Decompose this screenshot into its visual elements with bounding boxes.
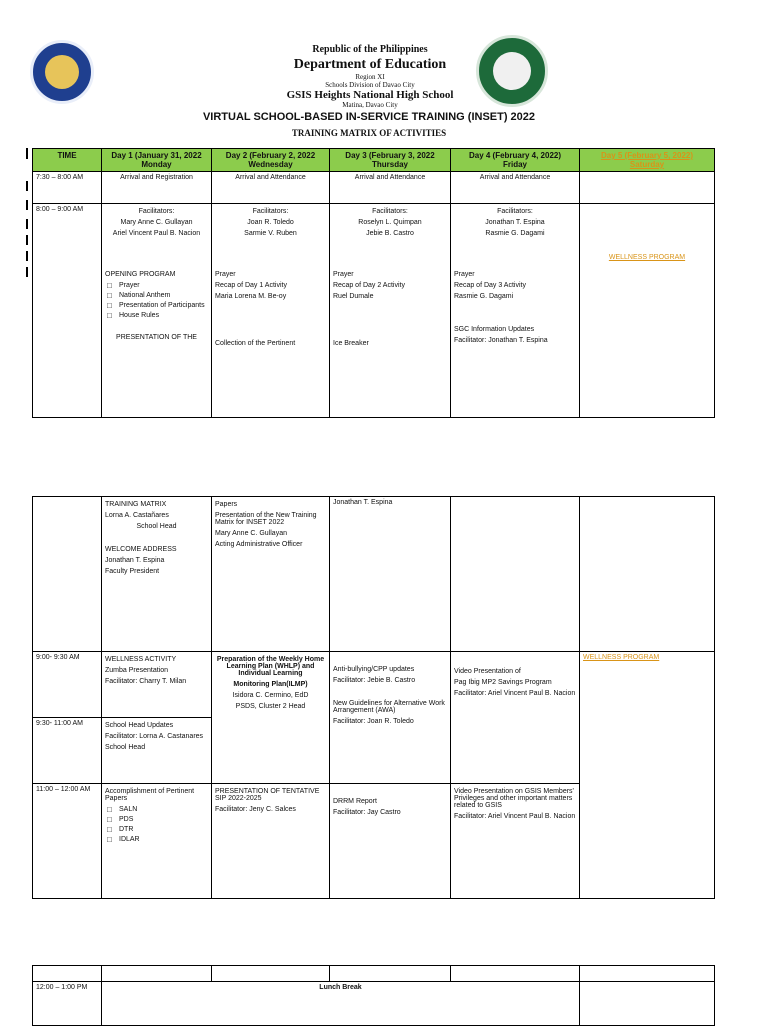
wellness-program-link[interactable]: WELLNESS PROGRAM xyxy=(608,254,686,261)
day1-cell: Facilitators: Mary Anne C. Gullayan Ariel Vincent Paul B. Nacion OPENING PROGRAM □ Prayer □ National Anthem □ Presentation of Participants □ House Rules PRESENTATION OF THE xyxy=(102,204,212,418)
day3-header: Day 3 (February 3, 2022 Thursday xyxy=(330,149,451,172)
day1-cell: School Head Updates Facilitator: Lorna A. Castanares School Head xyxy=(102,718,212,784)
day2-cell: Facilitators: Joan R. Toledo Sarmie V. Ruben Prayer Recap of Day 1 Activity Maria Lorena M. Be-oy Collection of the Pertinent xyxy=(212,204,330,418)
side-mark xyxy=(26,251,28,261)
day1-header: Day 1 (January 31, 2022 Monday xyxy=(102,149,212,172)
school-line: GSIS Heights National High School xyxy=(286,89,454,101)
time-cell: 11:00 – 12:00 AM xyxy=(33,784,102,899)
matrix-table-top xyxy=(32,148,715,418)
republic-line: Republic of the Philippines xyxy=(312,44,428,55)
time-cell: 9:30- 11:00 AM xyxy=(33,718,102,784)
day5-cell xyxy=(580,966,715,982)
wellness-program-link[interactable]: WELLNESS PROGRAM xyxy=(583,654,660,661)
day5-cell xyxy=(580,982,715,1026)
side-mark xyxy=(26,219,28,229)
day5-cell xyxy=(580,497,715,652)
day3-cell: Arrival and Attendance xyxy=(330,172,451,204)
day4-cell: Arrival and Attendance xyxy=(451,172,580,204)
lunch-break-cell: Lunch Break xyxy=(102,982,580,1026)
time-cell xyxy=(33,966,102,982)
day2-cell xyxy=(212,966,330,982)
day2-cell: Preparation of the Weekly Home Learning Plan (WHLP) and Individual Learning Monitoring Plan(ILMP) Isidora C. Cermino, EdD PSDS, Cluster 2 Head xyxy=(212,652,330,784)
document-subtitle: TRAINING MATRIX OF ACTIVITIES xyxy=(291,128,447,138)
region-line: Region XI xyxy=(355,73,385,81)
day5-cell xyxy=(580,172,715,204)
day5-cell xyxy=(580,204,715,418)
side-mark xyxy=(26,148,28,159)
day2-header: Day 2 (February 2, 2022 Wednesday xyxy=(212,149,330,172)
department-line: Department of Education xyxy=(293,57,447,72)
time-cell xyxy=(33,497,102,652)
day2-cell: Papers Presentation of the New Training Matrix for INSET 2022 Mary Anne C. Gullayan Acting Administrative Officer xyxy=(212,497,330,652)
day4-header: Day 4 (February 4, 2022) Friday xyxy=(451,149,580,172)
time-cell: 8:00 – 9:00 AM xyxy=(33,204,102,418)
day4-cell xyxy=(451,966,580,982)
day2-cell: Arrival and Attendance xyxy=(212,172,330,204)
day4-cell xyxy=(451,497,580,652)
matrix-table-middle xyxy=(32,496,715,899)
day4-cell: Video Presentation on GSIS Members' Privileges and other important matters related to GSIS Facilitator: Ariel Vincent Paul B. Nacion xyxy=(451,784,580,899)
header-text xyxy=(240,44,500,109)
side-mark xyxy=(26,267,28,277)
time-header: TIME xyxy=(33,149,102,172)
address-line: Matina, Davao City xyxy=(342,101,398,109)
time-cell: 9:00- 9:30 AM xyxy=(33,652,102,718)
day5-cell xyxy=(580,652,715,899)
day2-cell: PRESENTATION OF TENTATIVE SIP 2022-2025 Facilitator: Jeny C. Salces xyxy=(212,784,330,899)
day5-header: Day 5 (February 5, 2022) Saturday xyxy=(580,149,715,172)
day4-cell: Video Presentation of Pag Ibig MP2 Savings Program Facilitator: Ariel Vincent Paul B. Nacion xyxy=(451,652,580,784)
day1-cell: Arrival and Registration xyxy=(102,172,212,204)
day3-cell: DRRM Report Facilitator: Jay Castro xyxy=(330,784,451,899)
day1-cell xyxy=(102,966,212,982)
matrix-table-bottom xyxy=(32,965,715,1026)
side-mark xyxy=(26,200,28,210)
day3-cell xyxy=(330,966,451,982)
deped-logo xyxy=(30,40,94,104)
time-cell: 12:00 – 1:00 PM xyxy=(33,982,102,1026)
header xyxy=(0,16,768,109)
day1-cell: WELLNESS ACTIVITY Zumba Presentation Facilitator: Charry T. Milan xyxy=(102,652,212,718)
day3-cell: Anti-bullying/CPP updates Facilitator: Jebie B. Castro New Guidelines for Alternative Work Arrangement (AWA) Facilitator: Joan R. Toledo xyxy=(330,652,451,784)
side-mark xyxy=(26,181,28,191)
side-mark xyxy=(26,235,28,245)
day1-cell: TRAINING MATRIX Lorna A. Castañares School Head WELCOME ADDRESS Jonathan T. Espina Faculty President xyxy=(102,497,212,652)
day1-cell: Accomplishment of Pertinent Papers □ SALN □ PDS □ DTR □ IDLAR xyxy=(102,784,212,899)
time-cell: 7:30 – 8:00 AM xyxy=(33,172,102,204)
division-line: Schools Division of Davao City xyxy=(325,81,415,89)
day4-cell: Facilitators: Jonathan T. Espina Rasmie G. Dagami Prayer Recap of Day 3 Activity Rasmie G. Dagami SGC Information Updates Facilitator: Jonathan T. Espina xyxy=(451,204,580,418)
day3-cell: Jonathan T. Espina xyxy=(330,497,451,652)
day3-cell: Facilitators: Roselyn L. Quimpan Jebie B. Castro Prayer Recap of Day 2 Activity Ruel Dumale Ice Breaker xyxy=(330,204,451,418)
document-title: VIRTUAL SCHOOL-BASED IN-SERVICE TRAINING (INSET) 2022 xyxy=(202,111,536,123)
